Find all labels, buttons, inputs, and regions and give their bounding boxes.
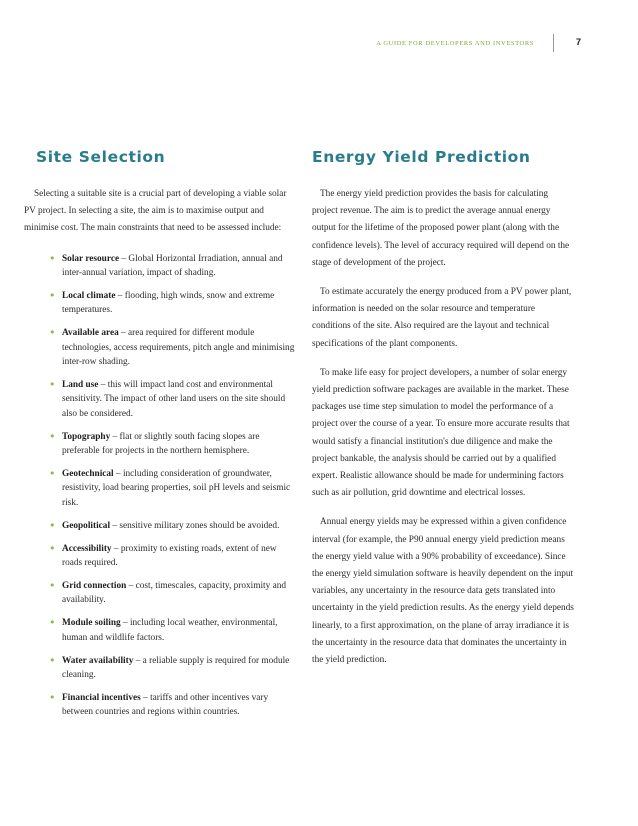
list-item	[36, 326, 296, 369]
bullet-icon: •	[49, 690, 56, 704]
energy-yield-paragraph: The energy yield prediction provides the basis for calculating project revenue. The aim is to predict the average annual energy output for the lifetime of the proposed power plant (along with the confidence levels). The level of accuracy required will depend on the stage of development of the project.	[312, 189, 570, 268]
list-item-term: Accessibility	[62, 543, 112, 554]
list-item-term: Local climate	[62, 290, 116, 301]
list-item-text: – area required for different module technologies, access requirements, pitch angle and minimising inter-row shading.	[62, 328, 295, 368]
list-item-text: – flooding, high winds, snow and extreme temperatures.	[62, 290, 275, 316]
list-item	[36, 691, 296, 720]
list-item-text: – cost, timescales, capacity, proximity and availability.	[62, 580, 287, 606]
list-item	[36, 654, 296, 683]
list-item-term: Water availability	[62, 655, 134, 666]
list-item-term: Land use	[62, 379, 99, 390]
list-item	[36, 616, 296, 645]
list-item-term: Geotechnical	[62, 468, 114, 479]
list-item-term: Geopolitical	[62, 520, 111, 531]
list-item-term: Topography	[62, 431, 111, 442]
energy-yield-heading: Energy Yield Prediction	[312, 148, 531, 166]
bullet-icon: •	[49, 251, 56, 265]
list-item-term: Available area	[62, 328, 119, 339]
list-item-term: Financial incentives	[62, 692, 141, 703]
list-item	[36, 289, 296, 318]
bullet-icon: •	[49, 518, 56, 532]
header-divider	[553, 34, 554, 52]
running-header: A GUIDE FOR DEVELOPERS AND INVESTORS	[376, 40, 534, 47]
site-selection-heading: Site Selection	[36, 148, 166, 166]
energy-yield-paragraph: To estimate accurately the energy produced from a PV power plant, information is needed on the solar resource and temperature conditions of the site. Also required are the layout and technical specifications of the plant components.	[312, 287, 572, 349]
list-item-term: Grid connection	[62, 580, 127, 591]
list-item-text: – Global Horizontal Irradiation, annual and inter-annual variation, impact of shading.	[62, 253, 283, 279]
bullet-icon: •	[49, 616, 56, 630]
energy-yield-paragraph: Annual energy yields may be expressed within a given confidence interval (for example, the P90 annual energy yield prediction means the energy yield value with a 90% probability of exceedance). Since the energy yield simulation software is heavily dependent on the input variables, any uncertainty in the resource data gets translated into uncertainty in the yield prediction results. As the energy yield depends linearly, to a first approximation, on the plane of array irradiance it is the uncertainty in the resource data that dominates the uncertainty in the yield prediction.	[312, 517, 574, 666]
bullet-icon: •	[49, 653, 56, 667]
list-item-term: Solar resource	[62, 253, 120, 264]
energy-yield-section	[312, 148, 574, 681]
constraints-list	[36, 252, 296, 720]
bullet-icon: •	[49, 377, 56, 391]
bullet-icon: •	[49, 578, 56, 592]
list-item-text: – a reliable supply is required for module cleaning.	[62, 655, 290, 680]
bullet-icon: •	[49, 288, 56, 302]
list-item	[36, 252, 296, 281]
list-item	[36, 430, 296, 459]
page-number: 7	[576, 37, 582, 47]
list-item-text: – flat or slightly south facing slopes are preferable for projects in the northern hemisphere.	[62, 431, 260, 457]
list-item-text: – proximity to existing roads, extent of new roads required.	[62, 543, 277, 569]
site-selection-section	[24, 148, 296, 728]
bullet-icon: •	[49, 429, 56, 443]
list-item-text: – sensitive military zones should be avoided.	[110, 520, 280, 531]
list-item	[36, 542, 296, 571]
bullet-icon: •	[49, 326, 56, 340]
list-item-text: – this will impact land cost and environmental sensitivity. The impact of other land users on the site should also be considered.	[62, 379, 286, 419]
list-item	[36, 519, 296, 533]
bullet-icon: •	[49, 541, 56, 555]
list-item-text: – tariffs and other incentives vary between countries and regions within countries.	[62, 692, 269, 718]
bullet-icon: •	[49, 466, 56, 480]
list-item-term: Module soiling	[62, 618, 121, 629]
list-item-text: – including consideration of groundwater, resistivity, load bearing properties, soil pH levels and seismic risk.	[62, 468, 291, 508]
list-item	[36, 378, 296, 421]
energy-yield-paragraph: To make life easy for project developers, a number of solar energy yield prediction software packages are available in the market. These packages use time step simulation to model the performance of a project over the course of a year. To ensure more accurate results that would satisfy a financial institution's due diligence and make the project bankable, the analysis should be carried out by a qualified expert. Realistic allowance should be made for undermining factors such as air pollution, grid downtime and electrical losses.	[312, 367, 570, 499]
site-selection-intro: Selecting a suitable site is a crucial part of developing a viable solar PV project. In selecting a site, the aim is to maximise output and minimise cost. The main constraints that need to be assessed include:	[24, 189, 287, 234]
list-item-text: – including local weather, environmental, human and wildlife factors.	[62, 618, 278, 643]
list-item	[36, 467, 296, 510]
list-item	[36, 579, 296, 608]
